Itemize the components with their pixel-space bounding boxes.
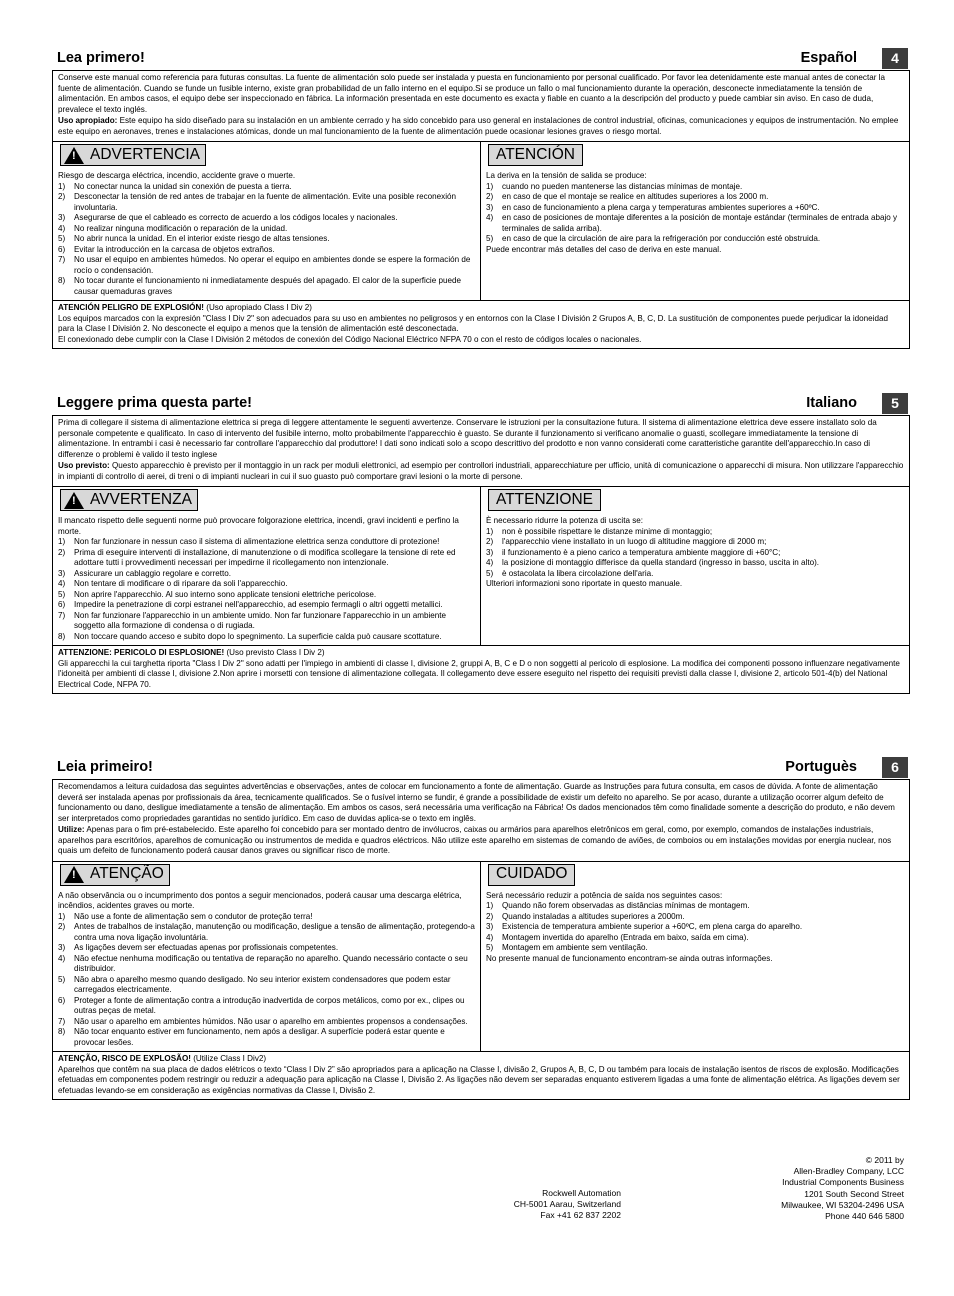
list-item: 5) Non aprire l'apparecchio. Al suo interno sono applicate tensioni elettriche pericolose. xyxy=(58,589,377,599)
warning-label xyxy=(60,864,170,886)
warning-label xyxy=(60,489,198,511)
list-item: 1) cuando no pueden mantenerse las distancias mínimas de montaje. xyxy=(486,181,743,191)
list-item: 5) No abrir nunca la unidad. En el interior existe riesgo de altas tensiones. xyxy=(58,234,330,243)
section-header xyxy=(52,757,910,779)
warning-lead: Il mancato rispetto delle seguenti norme può provocare folgorazione elettrica, incendi, gravi incidenti e perfino la morte. xyxy=(58,516,459,536)
list-item: 2) Desconectar la tensión de red antes de trabajar en la fuente de alimentación. Evite una posible reconexión involuntaria. xyxy=(58,192,456,212)
section-title: Lea primero! xyxy=(57,50,145,66)
warning-label-text: ADVERTENCIA xyxy=(90,145,200,163)
caution-panel xyxy=(481,142,909,300)
intro-text: Prima di collegare il sistema di alimentazione elettrica si prega di leggere attentamente le seguenti avvertenze. Conservare le istruzioni per la consultazione futura. Il sistema di alimentazione elettrica deve essere installato solo da personale competente e qualificato. In caso di intervento del fusibile interno, molto probabilmente l'apparecchio è guasto. Se durante il funzionamento si verificano anomalie o guasti, scollegare immediatamente la tensione di alimentazione. In entrambi i casi è necessario far controllare l'apparecchio dal produttore! I dati sono indicati solo a scopo descrittivo del prodotto e non vanno considerati come caratteristiche garantite dell'apparecchio.In caso di differenze o problemi è valido il testo inglese xyxy=(58,418,877,459)
list-item: 2) en caso de que el montaje se realice en altitudes superiores a los 2000 m. xyxy=(486,192,769,201)
section-title: Leggere prima questa parte! xyxy=(57,395,252,411)
intended-use xyxy=(58,116,904,137)
intro-block xyxy=(53,416,909,487)
section-frame xyxy=(52,415,910,694)
explosion-hazard-subheading: (Utilize Class I Div2) xyxy=(190,1054,267,1063)
explosion-hazard-note xyxy=(53,301,909,348)
address-line: Industrial Components Business xyxy=(782,1177,904,1188)
warning-lead: A não observância ou o incumprimento dos pontos a seguir mencionados, poderá causar uma descarga elétrica, incêndios, acidentes graves ou morte. xyxy=(58,890,462,910)
warning-triangle-icon: ! xyxy=(64,147,84,164)
list-item: 1) Quando não forem observadas as distâncias mínimas de montagem. xyxy=(486,901,750,910)
explosion-hazard-heading: ATENCIÓN PELIGRO DE EXPLOSIÓN! xyxy=(58,303,204,312)
section-frame xyxy=(52,70,910,349)
warning-triangle-icon: ! xyxy=(64,492,84,509)
section-header xyxy=(52,48,910,70)
warning-list xyxy=(58,537,475,642)
list-item: 6) Proteger a fonte de alimentação contra a introdução inadvertida de corpos metálicos, como por ex., clipes ou outras peças de metal. xyxy=(58,995,465,1015)
list-item: 3) en caso de funcionamiento a plena carga y temperaturas ambientes superiores a +60ºC. xyxy=(486,202,820,212)
warning-label-text: AVVERTENZA xyxy=(90,490,192,508)
caution-lead: La deriva en la tensión de salida se produce: xyxy=(486,171,647,180)
caution-label: ATTENZIONE xyxy=(488,489,601,511)
caution-list xyxy=(486,182,904,245)
list-item: 2) Antes de trabalhos de instalação, manutenção ou modificação, desligue a tensão de alimentação, protegendo-a contra uma nova ligação involuntária. xyxy=(58,922,475,942)
list-item: 4) en caso de posiciones de montaje diferentes a la posición de montaje estándar (terminales de entrada abajo y terminales de salida arriba). xyxy=(486,213,898,233)
intended-use-text: Apenas para o fim pré-estabelecido. Este aparelho foi concebido para ser montado dentro de invólucros, caixas ou armários para aparelhos eletrônicos em geral, como, por exemplo, comandos de instalações industriais, aparelhos para escritórios, aparelhos de comunicação ou instrumentos de medida e quadros eléctricos. Não utilize este aparelho em sistemas de comando de aviões, de comboios ou em instalações movidas por energia nuclear, nos quais um defeito de funcionamento poderá causar danos graves ou significar risco de morte. xyxy=(58,825,892,855)
list-item: 7) No usar el equipo en ambientes húmedos. No operar el equipo en ambientes donde se espere la formación de rocío o condensación. xyxy=(58,255,471,275)
address-line: CH-5001 Aarau, Switzerland xyxy=(513,1199,621,1210)
address-allen-bradley xyxy=(781,1155,904,1222)
explosion-hazard-subheading: (Uso apropiado Class I Div 2) xyxy=(204,303,312,312)
list-item: 2) l'apparecchio viene installato in un luogo di altitudine maggiore di 2000 m; xyxy=(486,537,767,546)
caution-lead: È necessario ridurre la potenza di uscita se: xyxy=(486,516,644,525)
list-item: 4) la posizione di montaggio differisce da quella standard (ingresso in basso, uscita in alto). xyxy=(486,558,820,567)
caution-tail: No presente manual de funcionamento encontram-se ainda outras informações. xyxy=(486,953,773,963)
warning-panel xyxy=(53,487,481,645)
list-item: 3) il funzionamento è a pieno carico a temperatura ambiente maggiore di +60°C; xyxy=(486,547,781,557)
list-item: 6) Impedire la penetrazione di corpi estranei nell'apparecchio, ad esempio fermagli o altri oggetti metallici. xyxy=(58,600,443,609)
intended-use xyxy=(58,461,904,482)
section-italian xyxy=(52,393,910,694)
caution-list xyxy=(486,901,904,954)
intended-use xyxy=(58,825,904,857)
list-item: 7) Non far funzionare l'apparecchio in un ambiente umido. Non far funzionare l'apparecchio in un ambiente soggetto alla formazione di condensa o di rugiada. xyxy=(58,610,447,630)
address-line: Milwaukee, WI 53204-2496 USA xyxy=(781,1199,904,1210)
explosion-hazard-text: Aparelhos que contêm na sua placa de dados elétricos o texto “Class I Div 2” são apropriados para a aplicação na Classe I, divisão 2, Grupos A, B, C, D ou também para locais de instalação isentos de riscos de explosão. Modificações efetuadas em componentes podem restringir ou reduzir a adequação para aplicação na Classe I, Divisão 2. As ligações não devem ser separadas enquanto estiverem ligadas a uma fonte de alimentação elétrica. As ligações devem ser efetuadas levando-se em consideração as exigências normativas da Classe I, Divisão 2. xyxy=(58,1064,900,1095)
list-item: 1) non è possibile rispettare le distanze minime di montaggio; xyxy=(486,526,713,536)
caution-label: ATENCIÓN xyxy=(488,144,583,166)
address-line: Rockwell Automation xyxy=(542,1188,621,1198)
section-portuguese xyxy=(52,757,910,1100)
address-line: 1201 South Second Street xyxy=(804,1188,904,1199)
warning-columns xyxy=(53,862,909,1053)
warning-list xyxy=(58,182,475,298)
explosion-hazard-text: Gli apparecchi la cui targhetta riporta "Class I Div 2" sono adatti per l'impiego in ambienti di classe I, divisione 2, gruppi A, B, C e D o non soggetti al pericolo di esplosione. La modifica dei componenti possono influenzare negativamente l'idoneità per ambienti di classe I, divisione 2.Non aprire i morsetti con tensione di alimentazione collegata. Il collegamento deve essere eseguito nel rispetto dei requisiti previsti dalla classe I, divisione 2, articolo 501-4(b) del National Electrical Code, NFPA 70. xyxy=(58,658,900,689)
list-item: 5) Montagem em ambiente sem ventilação. xyxy=(486,943,648,952)
address-rockwell xyxy=(514,1188,621,1222)
list-item: 3) Assicurare un cablaggio regolare e corretto. xyxy=(58,568,232,578)
list-item: 4) Non tentare di modificare o di riparare da soli l'apparecchio. xyxy=(58,579,288,588)
list-item: 8) Não tocar enquanto estiver em funcionamento, nem após a desligar. A superfície poderá estar quente e provocar lesões. xyxy=(58,1027,445,1047)
address-line: Allen-Bradley Company, LCC xyxy=(793,1166,904,1177)
intended-use-text: Este equipo ha sido diseñado para su instalación en un ambiente cerrado y ha sido concebido para uso general en instalaciones de control industrial, oficinas, comunicaciones y equipos de instrumentación. No emplee este equipo en aeronaves, trenes e instalaciones atómicas, donde un mal funcionamiento de la fuente de alimentación puede ocasionar lesiones graves o riesgo mortal. xyxy=(58,116,899,136)
warning-columns xyxy=(53,142,909,301)
address-line: Phone 440 646 5800 xyxy=(825,1211,904,1222)
list-item: 2) Quando instaladas a altitudes superiores a 2000m. xyxy=(486,911,685,921)
list-item: 3) As ligações devem ser efectuadas apenas por profissionais competentes. xyxy=(58,943,339,952)
warning-columns xyxy=(53,487,909,646)
list-item: 2) Prima di eseguire interventi di installazione, di manutenzione o di modifica scollegare la tensione di rete ed adottare tutti i provvedimenti necessari per impedirne il ricollegamento non intenzionale. xyxy=(58,547,456,567)
section-title: Leia primeiro! xyxy=(57,759,153,775)
intro-text: Recomendamos a leitura cuidadosa das seguintes advertências e observações, antes de colocar em funcionamento a fonte de alimentação. Guarde as Instruções para futura consulta, em casos de dúvida. A fonte de alimentação deverá ser instalada apenas por profissionais da área, tecnicamente qualificados. Se o fusível interno se fundir, é grande a possibilidade de existir um defeito no aparelho. Se por acaso, durante a utilização ocorrer algum defeito de funcionamento ou dano, desligue imediatamente a tensão de alimentação. Em ambos os casos, será necessária uma verificação na Fábrica! Os dados mencionados têm como finalidade somente a descrição do produto, e não devem ser interpretados como propriedades garantidas no sentido jurídico. Em caso de duvidas aplica-se o texto em inglês. xyxy=(58,782,895,823)
section-number-badge: 6 xyxy=(882,757,908,778)
list-item: 1) No conectar nunca la unidad sin conexión de puesta a tierra. xyxy=(58,181,292,191)
caution-panel xyxy=(481,862,909,1052)
explosion-hazard-text-2: El conexionado debe cumplir con la Clase I División 2 métodos de conexión del Código Nacional Eléctrico NFPA 70 o con el resto de códigos locales o nacionales. xyxy=(58,334,642,344)
caution-panel xyxy=(481,487,909,645)
section-number-badge: 5 xyxy=(882,393,908,414)
warning-label xyxy=(60,144,206,166)
intro-text: Conserve este manual como referencia para futuras consultas. La fuente de alimentación solo puede ser instalada y puesta en funcionamiento por personal cualificado. Por favor lea detenidamente este manual antes de conectar la fuente de alimentación. Cuando se funde un fusible interno, existe gran probabilidad de un fallo interno en el equipo.Si se produce un fallo o mal funcionamiento durante la operación, desconecte inmediatamente la tensión de alimentación. En ambos casos, el equipo debe ser inspeccionado en fábrica. La información presentada en este documento es exacta y fiable en cuanto a la descripción del producto y puede cambiar sin aviso. En caso de duda, prevalece el texto inglés. xyxy=(58,73,885,114)
intro-block xyxy=(53,71,909,142)
section-language: Portuguès xyxy=(785,759,857,775)
list-item: 8) Non toccare quando acceso e subito dopo lo spegnimento. La superficie calda può causare scottature. xyxy=(58,631,442,641)
intended-use-label: Uso previsto: xyxy=(58,461,110,470)
intended-use-label: Utilize: xyxy=(58,825,85,834)
caution-label: CUIDADO xyxy=(488,864,575,886)
copyright-line: © 2011 by xyxy=(865,1155,904,1165)
explosion-hazard-note xyxy=(53,646,909,693)
explosion-hazard-note xyxy=(53,1052,909,1099)
intended-use-text: Questo apparecchio è previsto per il montaggio in un rack per moduli elettronici, ad esempio per controllori industriali, apparecchiature per ufficio, unità di comunicazione o apparecchi di misura. Non utilizzare l'apparecchio in impianti di controllo di aerei, di treni o di impianti nucleari in cui il suo guasto può comportare gravi lesioni o la morte di persone. xyxy=(58,461,904,481)
intended-use-label: Uso apropiado: xyxy=(58,116,118,125)
explosion-hazard-subheading: (Uso previsto Class I Div 2) xyxy=(224,648,325,657)
explosion-hazard-text: Los equipos marcados con la expresión "Class I Div 2" son adecuados para su uso en ambientes no peligrosos y en entornos con la Clase I División 2 Grupos A, B, C, D. La sustitución de componentes puede perjudicar la idoneidad para la Clase I División 2. No desconecte el equipo a menos que la tensión de alimentación esté desconectada. xyxy=(58,313,888,333)
explosion-hazard-heading: ATENÇÃO, RISCO DE EXPLOSÃO! xyxy=(58,1054,191,1063)
list-item: 1) Non far funzionare in nessun caso il sistema di alimentazione elettrica senza conduttore di protezione! xyxy=(58,537,440,546)
section-language: Italiano xyxy=(806,395,857,411)
list-item: 6) Evitar la introducción en la carcasa de objetos extraños. xyxy=(58,244,275,254)
warning-label-text: ATENÇÃO xyxy=(90,865,164,883)
list-item: 7) Não usar o aparelho em ambientes húmidos. Não usar o aparelho em ambientes propensos a condensações. xyxy=(58,1016,468,1026)
warning-panel xyxy=(53,862,481,1052)
address-line: Fax +41 62 837 2202 xyxy=(540,1210,621,1221)
warning-panel xyxy=(53,142,481,300)
section-number-badge: 4 xyxy=(882,48,908,69)
caution-tail: Ulteriori informazioni sono riportate in questo manuale. xyxy=(486,579,683,588)
caution-lead: Será necessário reduzir a potência de saída nos seguintes casos: xyxy=(486,890,723,900)
list-item: 3) Asegurarse de que el cableado es correcto de acuerdo a los códigos locales y nacionales. xyxy=(58,213,398,222)
caution-tail: Puede encontrar más detalles del caso de deriva en este manual. xyxy=(486,244,722,254)
list-item: 8) No tocar durante el funcionamiento ni inmediatamente después del apagado. El calor de la superficie puede causar quemaduras graves xyxy=(58,276,461,296)
list-item: 3) Existencia de temperatura ambiente superior a +60ºC, em plena carga do aparelho. xyxy=(486,922,803,931)
list-item: 1) Não use a fonte de alimentação sem o condutor de proteção terra! xyxy=(58,911,313,921)
warning-list xyxy=(58,912,475,1049)
list-item: 4) No realizar ninguna modificación o reparación de la unidad. xyxy=(58,223,288,233)
explosion-hazard-heading: ATTENZIONE: PERICOLO DI ESPLOSIONE! xyxy=(58,648,225,657)
section-spanish xyxy=(52,48,910,349)
warning-lead: Riesgo de descarga eléctrica, incendio, accidente grave o muerte. xyxy=(58,171,296,180)
list-item: 5) en caso de que la circulación de aire para la refrigeración por conducción esté obstruida. xyxy=(486,234,821,243)
caution-list xyxy=(486,527,904,580)
list-item: 5) Não abra o aparelho mesmo quando desligado. No seu interior existem condensadores que podem estar carregados electricamente. xyxy=(58,974,451,994)
section-frame xyxy=(52,779,910,1100)
section-language: Español xyxy=(800,50,857,66)
list-item: 5) è ostacolata la libera circolazione dell'aria. xyxy=(486,568,654,578)
section-header xyxy=(52,393,910,415)
intro-block xyxy=(53,780,909,862)
warning-triangle-icon: ! xyxy=(64,866,84,883)
list-item: 4) Montagem invertida do aparelho (Entrada em baixo, saída em cima). xyxy=(486,932,749,942)
list-item: 4) Não efectue nenhuma modificação ou tentativa de reparação no aparelho. Quando necessário contacte o seu distribuidor. xyxy=(58,953,468,973)
